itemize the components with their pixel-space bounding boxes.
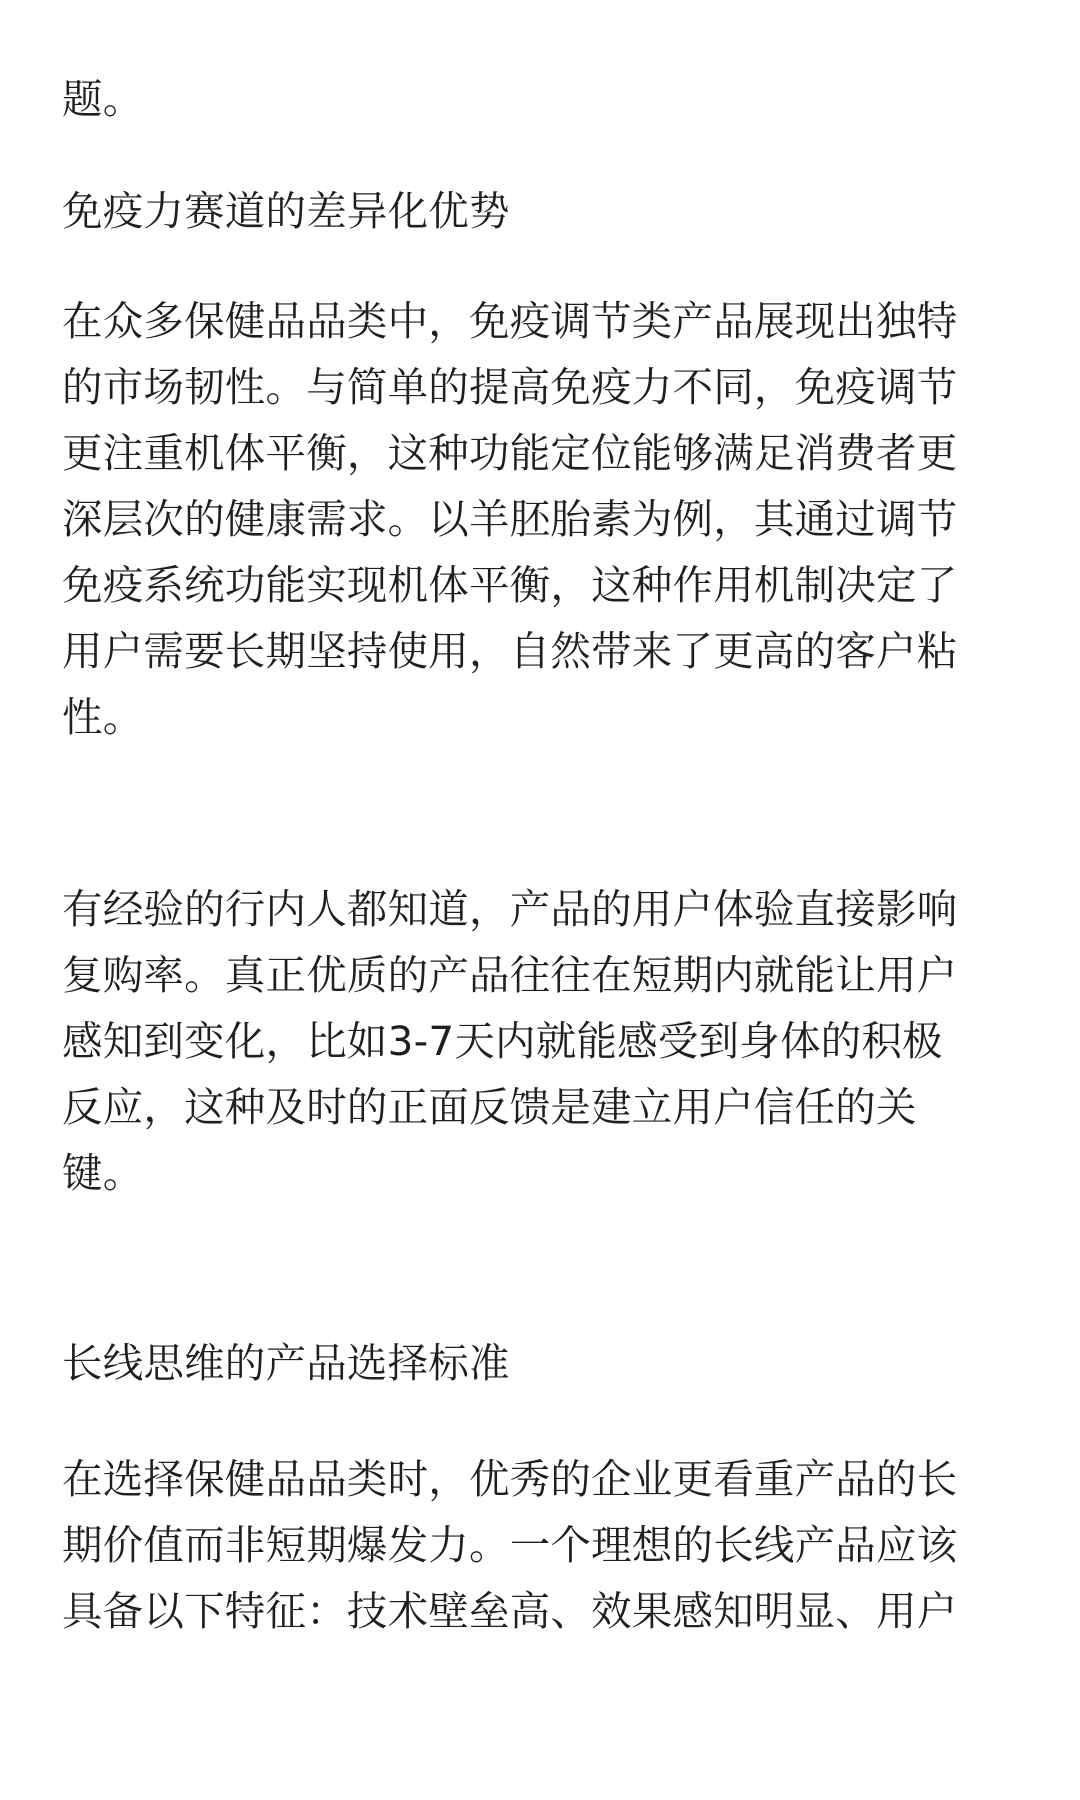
text-line: 的市场韧性。与简单的提高免疫力不同，免疫调节 bbox=[62, 363, 958, 411]
heading-text: 长线思维的产品选择标准 bbox=[62, 1339, 510, 1387]
paragraph-immunity-niche bbox=[62, 288, 957, 750]
text-line: 期价值而非短期爆发力。一个理想的长线产品应该 bbox=[62, 1521, 958, 1569]
text-line: 感知到变化，比如3-7天内就能感受到身体的积极 bbox=[62, 1017, 943, 1065]
text-line: 复购率。真正优质的产品往往在短期内就能让用户 bbox=[62, 951, 958, 999]
text-line: 在选择保健品品类时，优秀的企业更看重产品的长 bbox=[62, 1455, 958, 1503]
text-line: 具备以下特征：技术壁垒高、效果感知明显、用户 bbox=[62, 1587, 958, 1635]
paragraph-fragment bbox=[62, 66, 143, 132]
text-line: 在众多保健品品类中，免疫调节类产品展现出独特 bbox=[62, 297, 958, 345]
text-line: 有经验的行内人都知道，产品的用户体验直接影响 bbox=[62, 885, 958, 933]
text-line: 用户需要长期坚持使用，自然带来了更高的客户粘 bbox=[62, 627, 958, 675]
section-heading-long-term bbox=[62, 1330, 510, 1396]
text-line: 题。 bbox=[62, 75, 144, 123]
text-line: 反应，这种及时的正面反馈是建立用户信任的关 bbox=[62, 1083, 917, 1131]
text-line: 深层次的健康需求。以羊胚胎素为例，其通过调节 bbox=[62, 495, 958, 543]
heading-text: 免疫力赛道的差异化优势 bbox=[62, 187, 510, 235]
text-line: 性。 bbox=[62, 693, 144, 741]
section-heading-immunity bbox=[62, 178, 510, 244]
paragraph-user-experience bbox=[62, 876, 957, 1206]
text-line: 更注重机体平衡，这种功能定位能够满足消费者更 bbox=[62, 429, 958, 477]
text-line: 免疫系统功能实现机体平衡，这种作用机制决定了 bbox=[62, 561, 958, 609]
text-line: 键。 bbox=[62, 1149, 144, 1197]
paragraph-selection-criteria bbox=[62, 1446, 957, 1644]
